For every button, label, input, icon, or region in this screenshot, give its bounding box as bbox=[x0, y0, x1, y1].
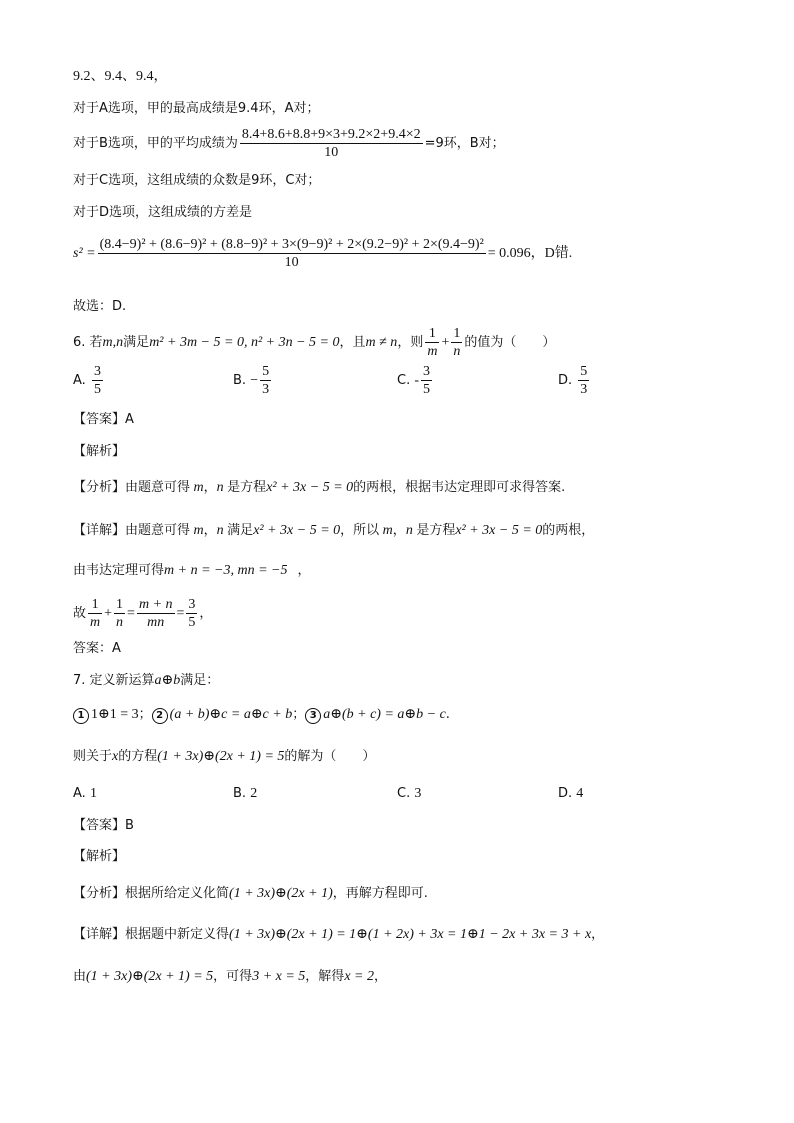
q6-analysis-tag: 【解析】 bbox=[73, 444, 126, 459]
q7-analysis-tag: 【解析】 bbox=[73, 849, 126, 864]
q7-option-a[interactable]: A. 1 bbox=[73, 786, 97, 801]
q7-stem: 7. 定义新运算a⊕b满足： bbox=[73, 673, 220, 688]
q7-option-c[interactable]: C. 3 bbox=[397, 786, 422, 801]
q7-question: 则关于x的方程(1 + 3x)⊕(2x + 1) = 5的解为（ ） bbox=[73, 749, 376, 764]
prev-option-d: 对于D选项，这组成绩的方差是 bbox=[73, 205, 253, 220]
q7-solution: 由(1 + 3x)⊕(2x + 1) = 5，可得3 + x = 5，解得x = 2， bbox=[73, 969, 387, 984]
prev-line-0: 9.2、9.4、9.4， bbox=[73, 69, 168, 84]
q6-xiangjie: 【详解】由题意可得 m，n 满足x² + 3x − 5 = 0，所以 m，n 是方程x² + 3x − 5 = 0的两根， bbox=[73, 523, 595, 538]
circle-2-icon: 2 bbox=[152, 708, 168, 724]
variance-fraction: (8.4−9)² + (8.6−9)² + (8.8−9)² + 3×(9−9)² + 2×(9.2−9)² + 2×(9.4−9)² 10 bbox=[99, 237, 484, 270]
q7-rules: 1 1⊕1 = 3； 2 (a + b)⊕c = a⊕c + b； 3 a⊕(b + c) = a⊕b − c. bbox=[73, 706, 450, 724]
prev-option-b: 对于B选项，甲的平均成绩为 $\frac{8.4+8.6+8.8+9\times 3+9.2\times 2+9.4\times 2}{10}$ =9环，B对； bbox=[73, 127, 505, 160]
q6-option-c[interactable]: C. - $\frac{3}{5}$ bbox=[397, 364, 431, 397]
prev-choose: 故选：D. bbox=[73, 299, 127, 314]
prev-option-a: 对于A选项，甲的最高成绩是9.4环，A对； bbox=[73, 101, 320, 116]
q6-frac-1-m: $\frac{1}{m}$ bbox=[427, 326, 438, 359]
q7-option-d[interactable]: D. 4 bbox=[558, 786, 584, 801]
q6-frac-1-n: $\frac{1}{n}$ bbox=[453, 326, 461, 359]
circle-3-icon: 3 bbox=[305, 708, 321, 724]
q6-option-d[interactable]: D. $\frac{5}{3}$ bbox=[558, 364, 588, 397]
q6-option-a[interactable]: A. $\frac{3}{5}$ bbox=[73, 364, 101, 397]
q6-stem: 6. 若m,n满足m² + 3m − 5 = 0, n² + 3n − 5 = 0，且m ≠ n，则 $\frac{1}{m}$ + $\frac{1}{n}$ 的值为（ ） bbox=[73, 326, 556, 359]
mean-fraction: $\frac{8.4+8.6+8.8+9\times 3+9.2\times 2+9.4\times 2}{10}$ bbox=[241, 127, 421, 160]
circle-1-icon: 1 bbox=[73, 708, 89, 724]
q6-option-b[interactable]: B. − $\frac{5}{3}$ bbox=[233, 364, 270, 397]
q7-answer: 【答案】B bbox=[73, 818, 134, 833]
q6-vieta: 由韦达定理可得m + n = −3, mn = −5 ， bbox=[73, 563, 311, 578]
q6-answer: 【答案】A bbox=[73, 412, 134, 427]
q6-fenxi: 【分析】由题意可得 m，n 是方程x² + 3x − 5 = 0的两根，根据韦达定理即可求得答案. bbox=[73, 480, 566, 495]
q7-option-b[interactable]: B. 2 bbox=[233, 786, 258, 801]
q6-conclusion: 故 $\frac{1}{m}$ + $\frac{1}{n}$ = $\frac{m + n}{mn}$ = $\frac{3}{5}$ ， bbox=[73, 597, 213, 630]
q7-fenxi: 【分析】根据所给定义化简(1 + 3x)⊕(2x + 1)，再解方程即可. bbox=[73, 886, 428, 901]
prev-option-c: 对于C选项，这组成绩的众数是9环，C对； bbox=[73, 173, 321, 188]
q7-xiangjie: 【详解】根据题中新定义得(1 + 3x)⊕(2x + 1) = 1⊕(1 + 2x) + 3x = 1⊕1 − 2x + 3x = 3 + x， bbox=[73, 927, 605, 942]
variance-formula: s² = (8.4−9)² + (8.6−9)² + (8.8−9)² + 3×(9−9)² + 2×(9.2−9)² + 2×(9.4−9)² 10 = 0.096，D错. bbox=[73, 237, 573, 270]
q6-final: 答案：A bbox=[73, 641, 121, 656]
